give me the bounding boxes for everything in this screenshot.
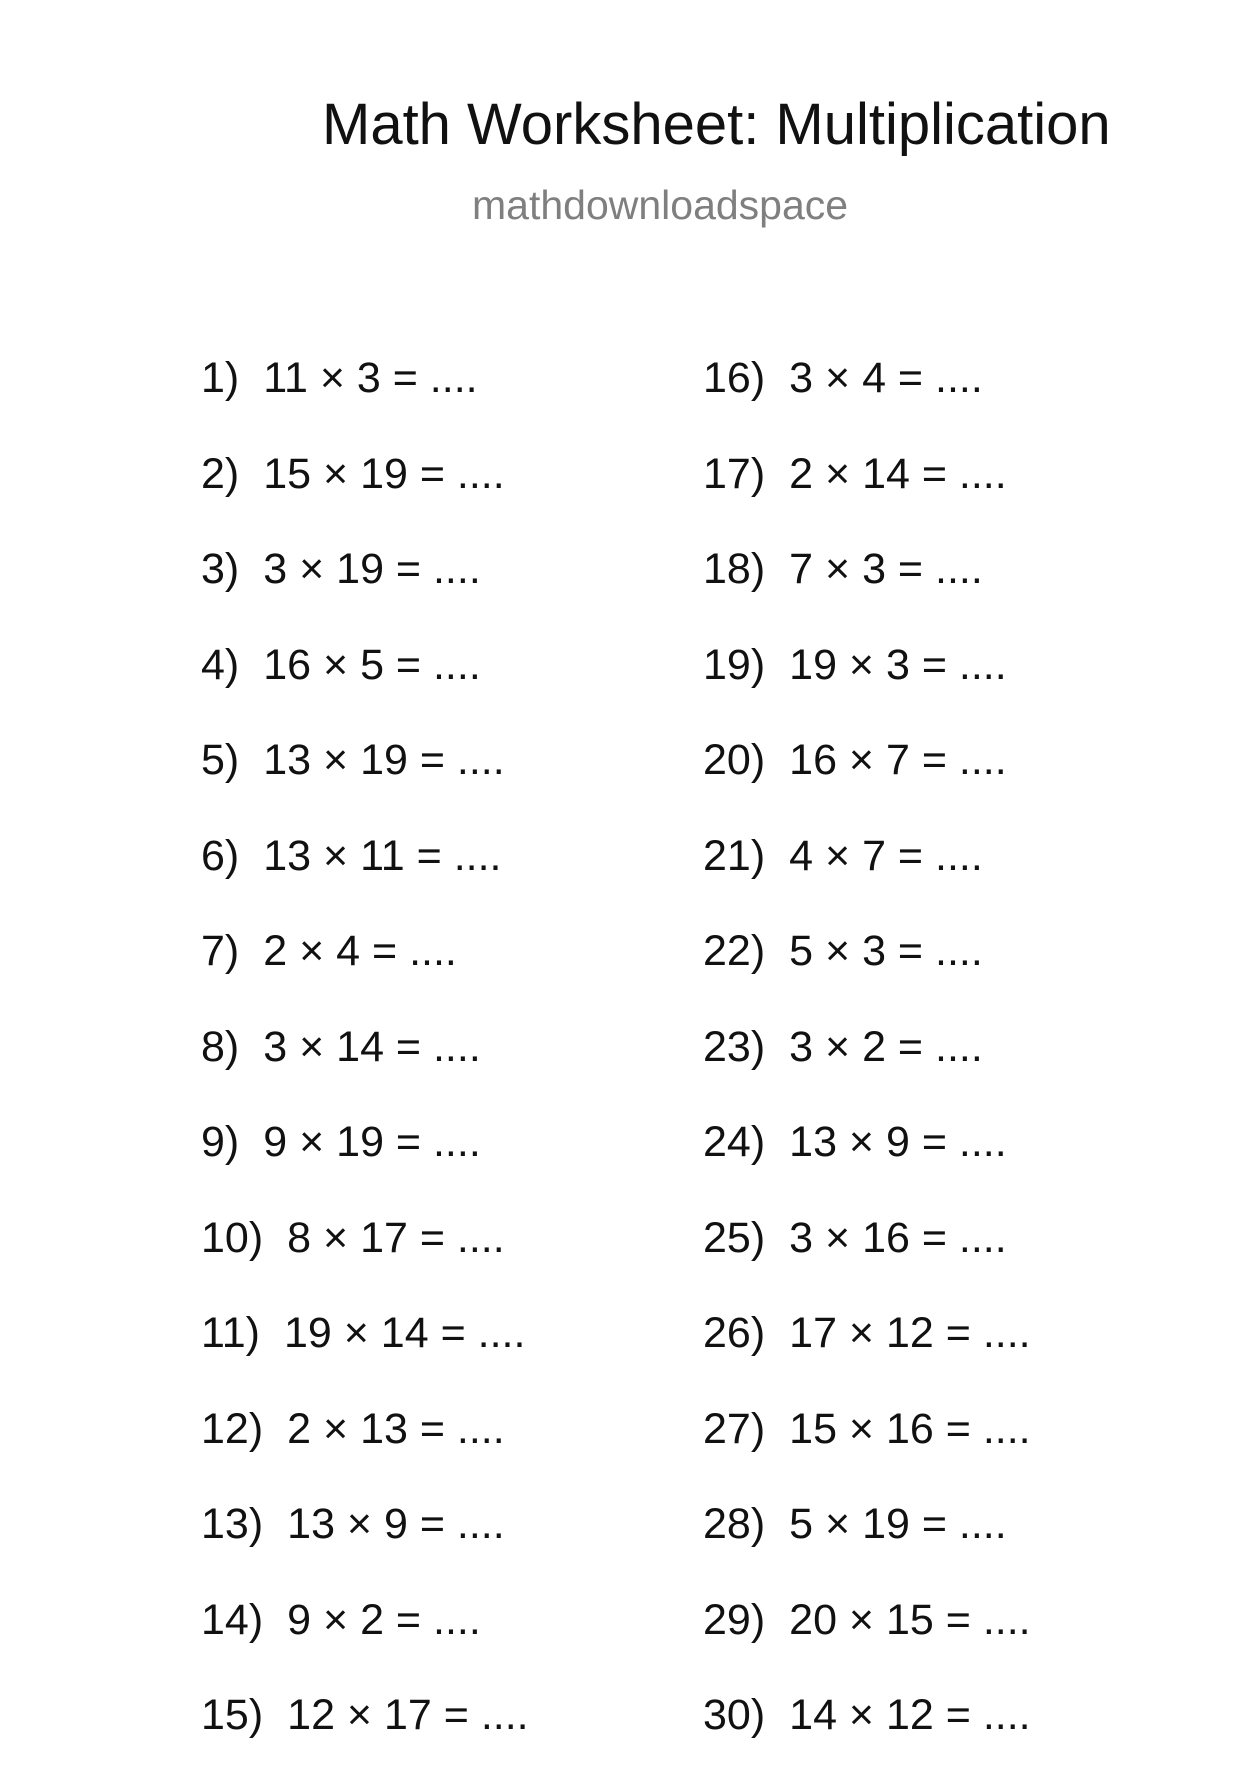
problem-expression: 3 × 14 = ....	[263, 1022, 481, 1071]
problem-expression: 2 × 4 = ....	[263, 927, 457, 975]
problem-expression: 16 × 5 = ....	[263, 640, 481, 689]
problem-number: 17)	[703, 449, 766, 498]
problem-item	[703, 1117, 1031, 1213]
problem-expression: 3 × 4 = ....	[789, 354, 983, 402]
problem-number: 19)	[703, 640, 766, 689]
problem-expression: 8 × 17 = ....	[287, 1213, 505, 1262]
problem-expression: 7 × 3 = ....	[789, 545, 983, 593]
problem-item	[201, 1213, 529, 1309]
problem-number: 25)	[703, 1213, 766, 1262]
problem-item	[201, 449, 529, 545]
problem-number: 12)	[201, 1404, 264, 1453]
problem-expression: 13 × 9 = ....	[287, 1500, 505, 1548]
problem-number: 14)	[201, 1595, 264, 1644]
problem-number: 3)	[201, 545, 240, 593]
problem-number: 13)	[201, 1500, 264, 1548]
problem-expression: 2 × 13 = ....	[287, 1404, 505, 1453]
problem-number: 4)	[201, 640, 240, 689]
problem-expression: 19 × 3 = ....	[789, 640, 1007, 689]
problem-number: 6)	[201, 831, 240, 880]
problem-number: 10)	[201, 1213, 264, 1262]
problem-number: 27)	[703, 1404, 766, 1453]
problem-expression: 5 × 19 = ....	[789, 1500, 1007, 1548]
problem-item	[201, 831, 529, 927]
problem-expression: 3 × 2 = ....	[789, 1022, 983, 1071]
problem-expression: 15 × 19 = ....	[263, 449, 505, 498]
problem-number: 2)	[201, 449, 240, 498]
problem-item	[703, 1213, 1031, 1309]
problem-item	[201, 1404, 529, 1500]
problem-expression: 4 × 7 = ....	[789, 831, 983, 880]
problem-number: 23)	[703, 1022, 766, 1071]
problem-expression: 12 × 17 = ....	[287, 1691, 529, 1739]
problem-item	[201, 1499, 529, 1595]
problems-column-right	[703, 353, 1031, 1786]
problem-item	[703, 735, 1031, 831]
problem-number: 20)	[703, 736, 766, 784]
problem-expression: 17 × 12 = ....	[789, 1309, 1031, 1357]
problem-item	[703, 1404, 1031, 1500]
problem-number: 26)	[703, 1309, 766, 1357]
problem-item	[703, 831, 1031, 927]
problem-expression: 9 × 19 = ....	[263, 1118, 481, 1166]
problem-item	[201, 735, 529, 831]
problem-item	[703, 449, 1031, 545]
problem-item	[703, 1499, 1031, 1595]
problem-expression: 2 × 14 = ....	[789, 449, 1007, 498]
problem-number: 5)	[201, 736, 240, 784]
site-credit: mathdownloadspace	[472, 182, 849, 228]
problem-number: 16)	[703, 354, 766, 402]
problem-item	[703, 926, 1031, 1022]
problem-expression: 13 × 11 = ....	[263, 831, 502, 880]
problem-number: 29)	[703, 1595, 766, 1644]
problem-expression: 16 × 7 = ....	[789, 736, 1007, 784]
problem-item	[703, 1308, 1031, 1404]
problem-expression: 9 × 2 = ....	[287, 1595, 481, 1644]
problem-expression: 13 × 9 = ....	[789, 1118, 1007, 1166]
problem-expression: 15 × 16 = ....	[789, 1404, 1031, 1453]
problem-item	[201, 640, 529, 736]
problem-expression: 5 × 3 = ....	[789, 927, 983, 975]
problem-expression: 20 × 15 = ....	[789, 1595, 1031, 1644]
problem-expression: 13 × 19 = ....	[263, 736, 505, 784]
problem-number: 30)	[703, 1691, 766, 1739]
problem-number: 8)	[201, 1022, 240, 1071]
problem-item	[201, 353, 529, 449]
problem-expression: 19 × 14 = ....	[283, 1309, 526, 1357]
problem-item	[703, 544, 1031, 640]
problem-expression: 3 × 16 = ....	[789, 1213, 1007, 1262]
problem-number: 24)	[703, 1118, 766, 1166]
problem-number: 21)	[703, 831, 766, 880]
problem-expression: 14 × 12 = ....	[789, 1691, 1031, 1739]
problem-item	[703, 1595, 1031, 1691]
problem-number: 15)	[201, 1691, 264, 1739]
problem-item	[201, 544, 529, 640]
problem-item	[201, 1022, 529, 1118]
problems-column-left	[201, 353, 529, 1786]
problem-item	[201, 1690, 529, 1786]
problem-number: 18)	[703, 545, 766, 593]
problem-number: 7)	[201, 927, 240, 975]
problem-number: 28)	[703, 1500, 766, 1548]
problem-item	[201, 1117, 529, 1213]
problem-item	[703, 1022, 1031, 1118]
problem-item	[703, 640, 1031, 736]
problem-item	[201, 1595, 529, 1691]
problem-item	[201, 1308, 529, 1404]
page-title: Math Worksheet: Multiplication	[322, 92, 1111, 157]
problem-number: 1)	[201, 354, 240, 402]
problem-number: 9)	[201, 1118, 240, 1166]
problem-expression: 3 × 19 = ....	[263, 545, 481, 593]
problem-number: 22)	[703, 927, 766, 975]
problem-expression: 11 × 3 = ....	[263, 354, 478, 402]
problem-item	[703, 353, 1031, 449]
problem-number: 11)	[201, 1309, 260, 1357]
problem-item	[703, 1690, 1031, 1786]
problem-item	[201, 926, 529, 1022]
